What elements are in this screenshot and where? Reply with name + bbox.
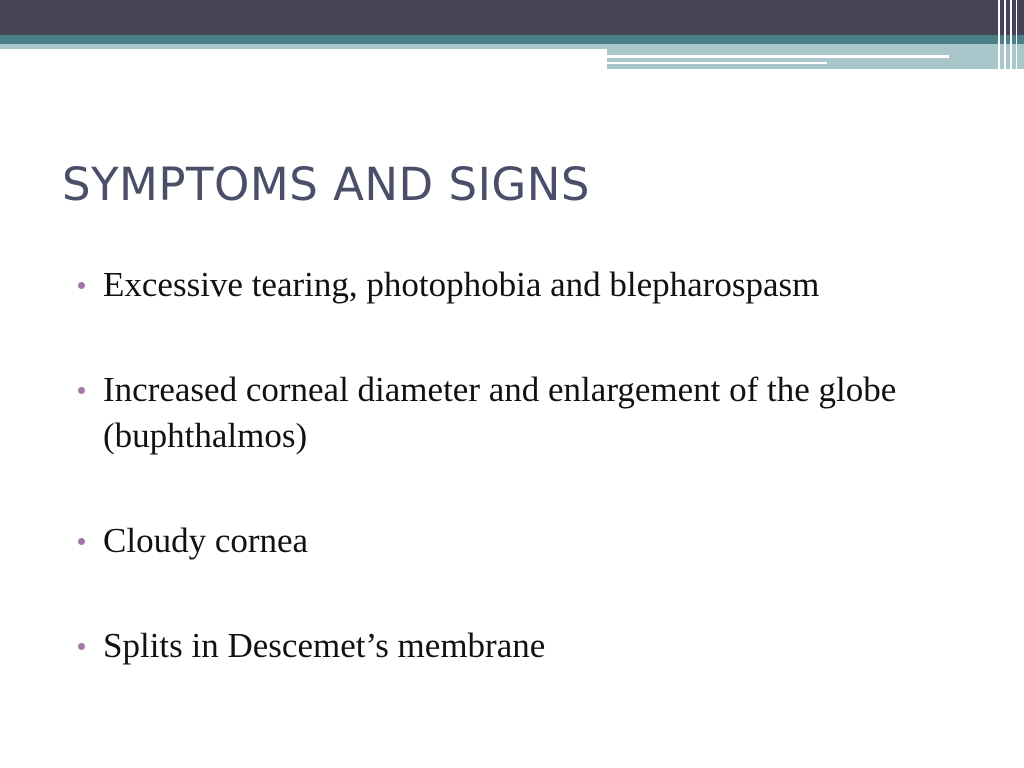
bullet-text: Excessive tearing, photophobia and blepharospasm xyxy=(103,265,820,304)
bullet-marker-icon xyxy=(78,538,85,545)
header-band-dark xyxy=(0,0,1024,35)
header-band-teal xyxy=(0,35,1024,44)
bullet-item xyxy=(78,623,978,669)
bullet-item xyxy=(78,262,978,308)
bullet-text: Increased corneal diameter and enlargement of the globe (buphthalmos) xyxy=(103,370,897,455)
bullet-marker-icon xyxy=(78,282,85,289)
bullet-marker-icon xyxy=(78,643,85,650)
bullet-item xyxy=(78,518,978,564)
bullet-item xyxy=(78,367,978,459)
bullet-marker-icon xyxy=(78,387,85,394)
corner-stripes-decoration xyxy=(994,0,1024,69)
bullet-text: Cloudy cornea xyxy=(103,521,309,560)
header-accent-line xyxy=(607,55,949,58)
slide-title: SYMPTOMS AND SIGNS xyxy=(62,158,590,211)
header-accent-block xyxy=(607,49,1024,69)
header-accent-line xyxy=(607,62,827,64)
bullet-text: Splits in Descemet’s membrane xyxy=(103,626,546,665)
bullet-list xyxy=(78,262,978,669)
